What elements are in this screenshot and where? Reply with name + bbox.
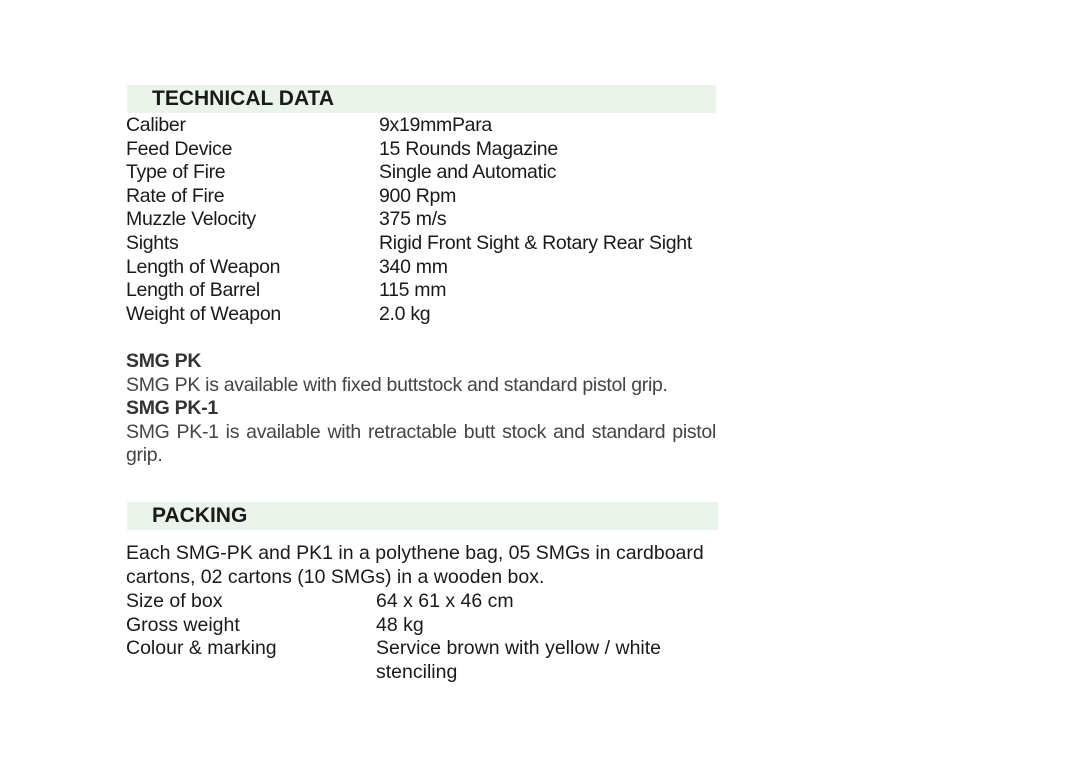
- spec-row-feed-device: [126, 138, 692, 162]
- spec-row-weight-of-weapon: [126, 303, 692, 327]
- packing-value: Service brown with yellow / white stenciling: [376, 637, 662, 683]
- spec-row-type-of-fire: [126, 161, 692, 185]
- model-variants: [126, 350, 716, 468]
- packing-label: Size of box: [126, 590, 223, 612]
- spec-label: Caliber: [126, 114, 186, 136]
- technical-data-header: TECHNICAL DATA: [127, 85, 716, 113]
- packing-value: 64 x 61 x 46 cm: [376, 590, 514, 612]
- packing-label: Gross weight: [126, 613, 240, 636]
- packing-row-gross-weight: [126, 614, 696, 638]
- model-title-smg-pk: SMG PK: [126, 350, 202, 372]
- spec-label: Muzzle Velocity: [126, 208, 256, 231]
- spec-row-caliber: [126, 114, 692, 138]
- packing-label: Colour & marking: [126, 637, 277, 660]
- spec-value: 115 mm: [379, 279, 447, 302]
- spec-row-rate-of-fire: [126, 185, 692, 209]
- spec-label: Length of Weapon: [126, 255, 281, 278]
- spec-value: 15 Rounds Magazine: [379, 137, 558, 160]
- model-description-smg-pk: SMG PK is available with fixed buttstock and standard pistol grip.: [126, 373, 668, 396]
- spec-value: 9x19mmPara: [379, 114, 492, 136]
- spec-row-length-of-barrel: [126, 279, 692, 303]
- spec-value: 2.0 kg: [379, 302, 431, 325]
- packing-header: PACKING: [127, 502, 718, 530]
- spec-label: Weight of Weapon: [126, 302, 281, 325]
- packing-table: [126, 590, 696, 684]
- spec-row-length-of-weapon: [126, 256, 692, 280]
- spec-row-sights: [126, 232, 692, 256]
- spec-value: 900 Rpm: [379, 184, 457, 207]
- packing-description: Each SMG-PK and PK1 in a polythene bag, 05 SMGs in cardboard cartons, 02 cartons (10 SMGs) in a wooden box.: [126, 542, 704, 588]
- spec-label: Length of Barrel: [126, 279, 260, 302]
- technical-data-table: [126, 114, 692, 326]
- packing-row-size-of-box: [126, 590, 696, 614]
- spec-value: Rigid Front Sight & Rotary Rear Sight: [379, 231, 692, 254]
- packing-value: 48 kg: [376, 613, 424, 636]
- spec-value: 375 m/s: [379, 208, 447, 231]
- spec-value: Single and Automatic: [379, 161, 557, 184]
- spec-label: Rate of Fire: [126, 184, 225, 207]
- model-description-smg-pk-1: SMG PK-1 is available with retractable butt stock and standard pistol grip.: [126, 420, 716, 467]
- spec-value: 340 mm: [379, 255, 448, 278]
- spec-label: Feed Device: [126, 137, 233, 160]
- spec-label: Type of Fire: [126, 161, 226, 184]
- model-title-smg-pk-1: SMG PK-1: [126, 397, 218, 420]
- spec-row-muzzle-velocity: [126, 208, 692, 232]
- spec-label: Sights: [126, 231, 179, 254]
- packing-row-colour-marking: [126, 637, 696, 684]
